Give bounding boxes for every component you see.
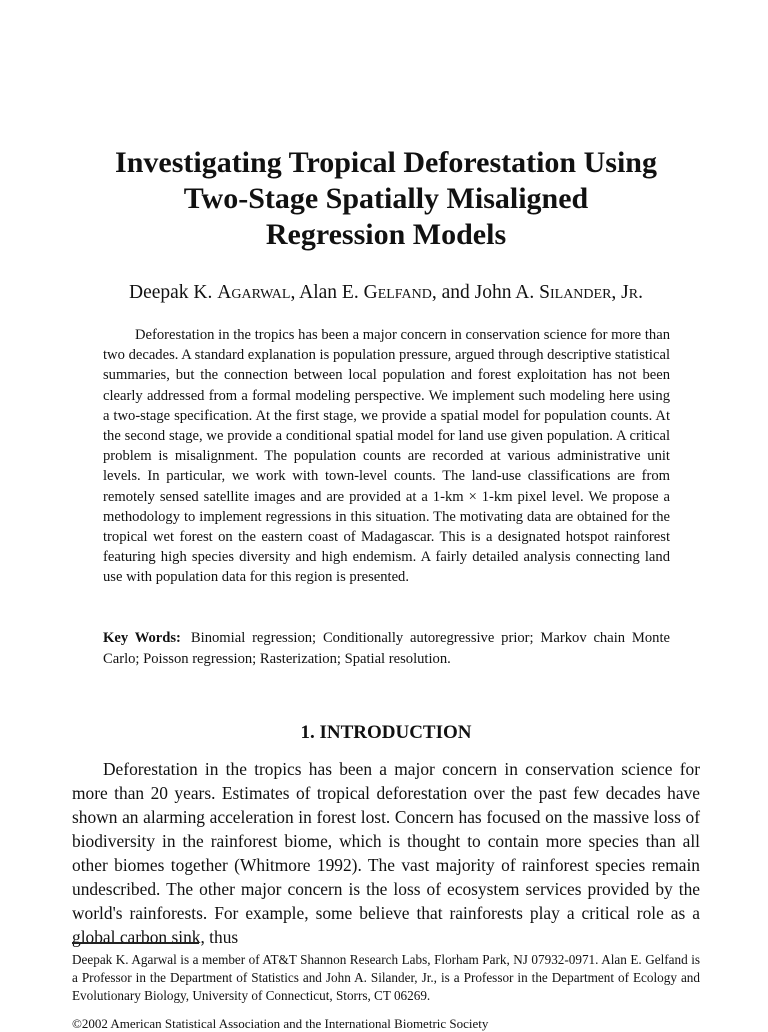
keywords-label: Key Words: bbox=[103, 630, 181, 646]
section-heading: 1. INTRODUCTION bbox=[300, 722, 472, 743]
keywords-text: Binomial regression; Conditionally autoregressive prior; Markov chain Monte Carlo; Poisson regression; Rasterization; Spatial resolution. bbox=[103, 630, 670, 667]
copyright-notice: ©2002 American Statistical Association and the International Biometric Society bbox=[72, 1016, 489, 1031]
author-last-name: Gelfand bbox=[363, 282, 432, 303]
author-separator: , and bbox=[431, 282, 475, 303]
title-line: Two-Stage Spatially Misaligned bbox=[183, 182, 589, 215]
author-separator: , bbox=[611, 282, 622, 303]
footnote-rule bbox=[72, 942, 199, 944]
author-first-name: Deepak K. bbox=[129, 282, 218, 303]
author-footnote: Deepak K. Agarwal is a member of AT&T Shannon Research Labs, Florham Park, NJ 07932-0971. Alan E. Gelfand is a Professor in the Department of Statistics and John A. Silander, Jr., is a Professor in the Department of Ecology and Evolutionary Biology, University of Connecticut, Storrs, CT 06269. bbox=[72, 952, 700, 1003]
author-separator: , bbox=[290, 282, 300, 303]
author-first-name: John A. bbox=[474, 282, 540, 303]
intro-paragraph: Deforestation in the tropics has been a major concern in conservation science for more than 20 years. Estimates of tropical deforestation over the past few decades have shown an alarming acceleration in forest lost. Concern has focused on the massive loss of biodiversity in the rainforest biome, which is thought to contain more species than all other biomes together (Whitmore 1992). The vast majority of rainforest species remain undescribed. The other major concern is the loss of ecosystem services provided by the world's rainforests. For example, some believe that rainforests play a critical role as a global carbon sink, thus bbox=[72, 759, 700, 947]
title-line: Investigating Tropical Deforestation Using bbox=[115, 146, 657, 179]
author-last-name: Silander bbox=[539, 282, 612, 303]
author-last-name: Agarwal bbox=[217, 282, 291, 303]
author-first-name: Alan E. bbox=[299, 282, 364, 303]
paper-title bbox=[60, 145, 712, 253]
keywords bbox=[103, 628, 670, 670]
author-list bbox=[60, 281, 712, 305]
title-line: Regression Models bbox=[265, 218, 507, 251]
author-suffix: Jr. bbox=[621, 282, 643, 303]
abstract: Deforestation in the tropics has been a major concern in conservation science for more than two decades. A standard explanation is population pressure, argued through descriptive statistical summaries, but the connection between local population and forest exploitation has not been clearly addressed from a formal modeling perspective. We implement such modeling here using a two-stage specification. At the first stage, we provide a spatial model for population counts. At the second stage, we provide a conditional spatial model for land use given population. A critical problem is misalignment. The population counts are recorded at various administrative unit levels. In particular, we work with town-level counts. The land-use classifications are from remotely sensed satellite images and are provided at a 1-km × 1-km pixel level. We propose a methodology to implement regressions in this situation. The motivating data are obtained for the tropical wet forest on the eastern coast of Madagascar. This is a designated hotspot rainforest featuring high species diversity and high endemism. A fairly detailed analysis connecting land use with population data for this region is presented. bbox=[103, 327, 670, 586]
